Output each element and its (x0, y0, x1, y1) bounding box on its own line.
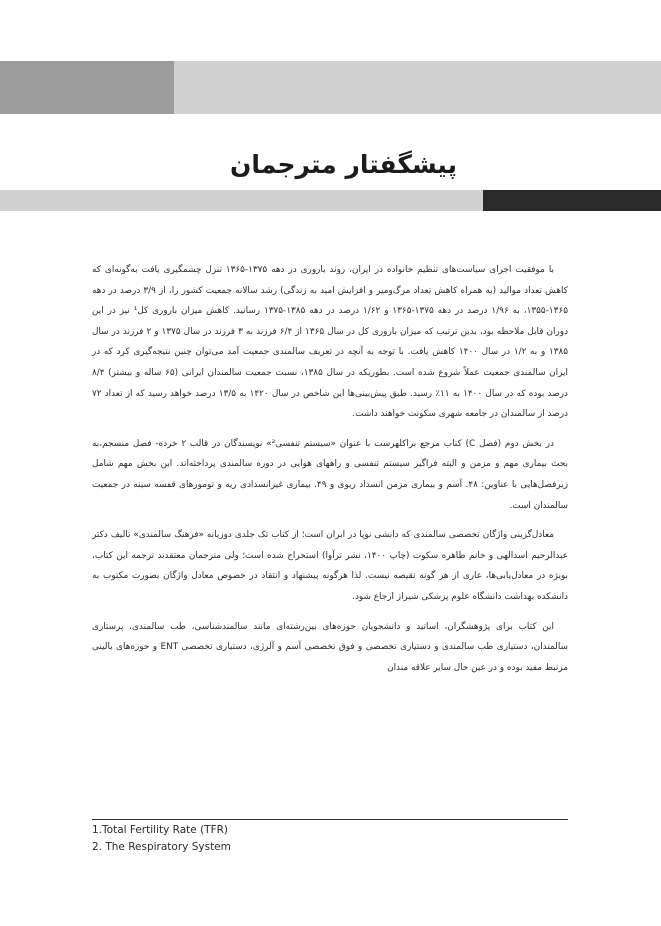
footnote-1: 1.Total Fertility Rate (TFR) (92, 824, 229, 836)
paragraph-2: در بخش دوم (فصل C) کتاب مرجع براکلهرست با عنوان «سیستم تنفسی²» نویسندگان در قالب ۲ خرده- فصل منسجم،به بحث بیماری مهم و مزمن و البته فراگیر سیستم تنفسی و راههای هوایی در دوره سالمندی پرداخته‌اند. این بخش مهم شامل زیرفصل‌هایی با عناوین: ۴۸. آسم و بیماری مزمن انسداد ریوی و ۴۹. بیماری غیرانسدادی ریه و تومورهای قفسه سینه در جمعیت سالمندان است. (92, 438, 568, 511)
title-underline-accent (483, 190, 661, 211)
header-band-accent (0, 61, 174, 114)
paragraph-1: با موفقیت اجرای سیاست‌های تنظیم خانواده در ایران، روند باروری در دهه ۱۳۷۵-۱۳۶۵ تنزل چشمگیری یافت به‌گونه‌ای که کاهش تعداد موالید (به همراه کاهش تعداد مرگ‌ومیر و افزایش امید به زندگی) رشد سالانه جمعیت کشور را، از ۳/۹ درصد در دهه ۱۳۶۵-۱۳۵۵، به ۱/۹۶ درصد در دهه ۱۳۷۵-۱۳۶۵ و ۱/۶۲ درصد در دهه ۱۳۸۵-۱۳۷۵ رسانید. کاهش میزان باروری کل¹ نیز در این دوران قابل ملاحظه بود، بدین ترتیب که میزان باروری کل در سال ۱۳۶۵ از ۶/۴ فرزند به ۳ فرزند در سال ۱۳۷۵ و ۲ فرزند در سال ۱۳۸۵ و به ۱/۲ در سال ۱۴۰۰ کاهش یافت. با توجه به آنچه در تعریف سالمندی جمعیت آمد می‌توان چنین نتیجه‌گیری کرد که در ایران سالمندی جمعیت عملاً شروع شده است. بطوریکه در سال ۱۳۸۵، نسبت جمعیت سالمندان ایرانی (۶۵ ساله و بیشتر) ۸/۴ درصد بوده که در سال ۱۴۰۰ به ۱۱٪ رسید. طبق پیش‌بینی‌ها این شاخص در سال ۱۴۲۰ به ۱۳/۵ درصد خواهد رسید که از تعداد ۷۲ درصد از سالمندان در جامعه شهری سکونت خواهند داشت. (92, 265, 569, 420)
title-underline-band (0, 190, 483, 211)
paragraph-4: این کتاب برای پژوهشگران، اساتید و دانشجویان حوزه‌های بین‌رشته‌ای مانند سالمندشناسی، طب سالمندی، پرستاری سالمندان، دستیاری طب سالمندی و دستیاری تخصصی و فوق تخصصی آسم و آلرژی، دستیاری تخصصی ENT و حوزه‌های بالینی مرتبط مفید بوده و در عین حال سایر علاقه مندان (92, 621, 568, 673)
paragraph-3: معادل‌گزینی واژگان تخصصی سالمندی که دانشی نوپا در ایران است؛ از کتاب تک جلدی دوزبانه «فرهنگ سالمندی» تالیف دکتر عبدالرحیم اسدالهی و خانم طاهره سکوت (چاپ ۱۴۰۰، نشر ترآوا) استخراج شده است؛ ولی مترجمان معتقدند ترجمه این کتاب، بویژه در معادل‌یابی‌ها، عاری از هر گونه نقیصه نیست. لذا هرگونه پیشنهاد و انتقاد در خصوص معادل واژگان بصورت مکتوب به دانشکده بهداشت دانشگاه علوم پزشکی شیراز ارجاع شود. (92, 530, 568, 602)
body-text (92, 260, 568, 687)
page-title: پیشگفتار مترجمان (230, 150, 457, 179)
footnote-2: 2. The Respiratory System (92, 841, 231, 853)
footnotes (92, 822, 568, 856)
title-row (0, 146, 661, 186)
footnote-divider (92, 819, 568, 820)
